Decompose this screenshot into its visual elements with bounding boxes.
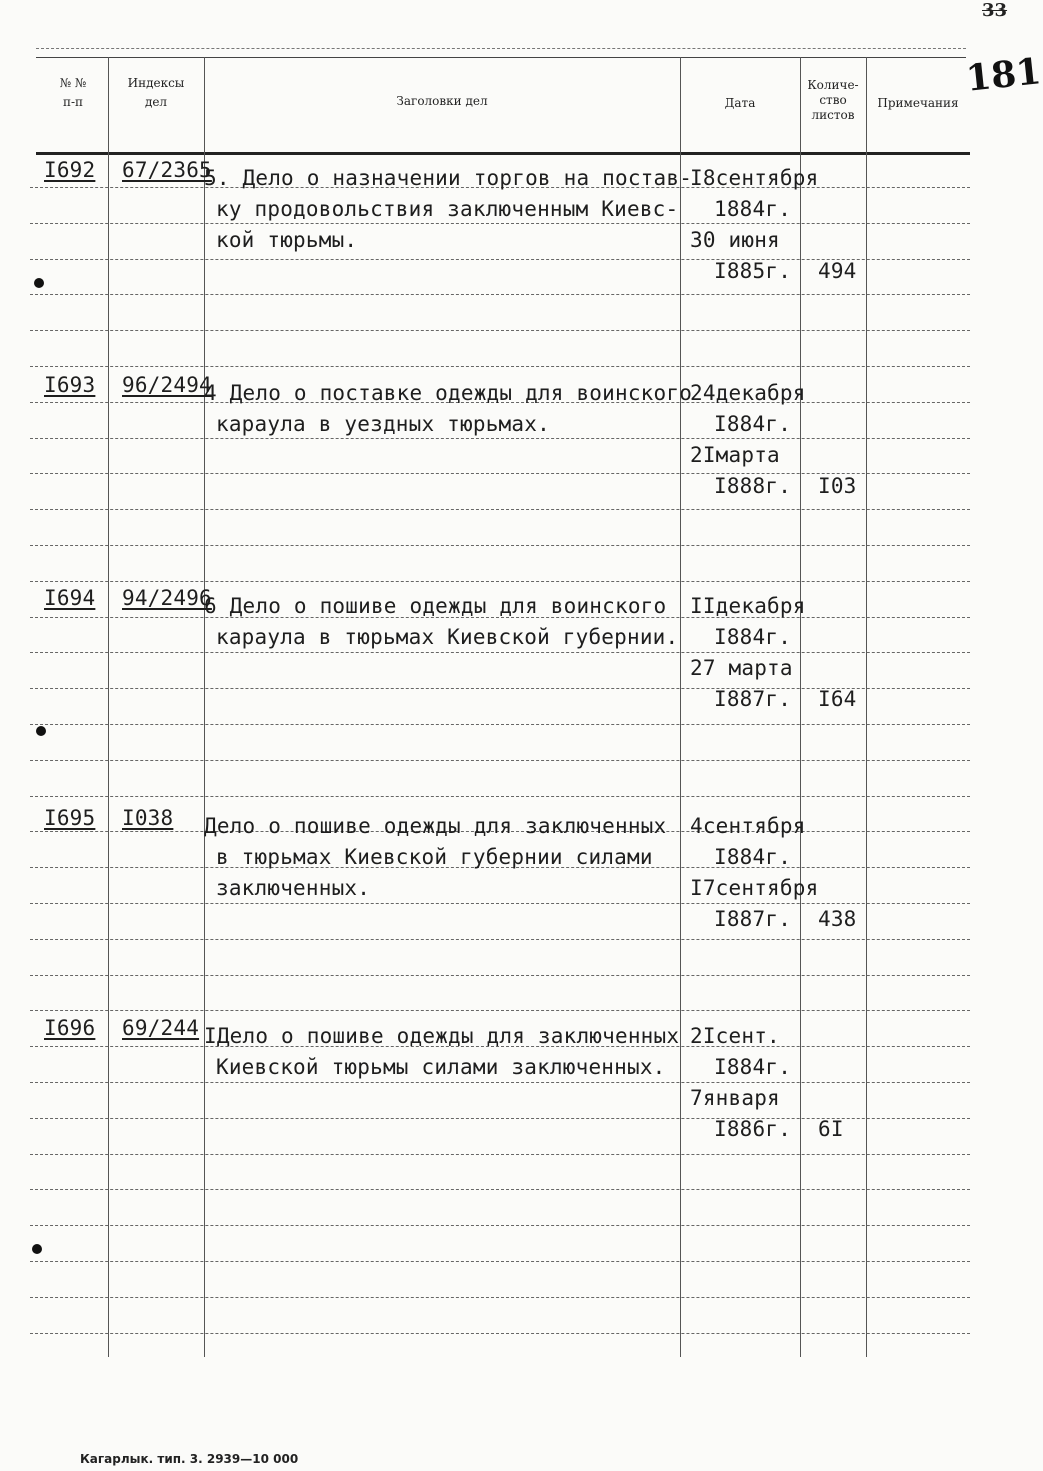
record-sheets: 438	[818, 907, 857, 931]
header-index: Индексы дел	[127, 76, 185, 109]
page-number: 181	[964, 50, 1043, 100]
old-page-number: 33	[982, 0, 1008, 21]
record-date-line: I888г.	[714, 474, 792, 498]
record-date-line: 1884г.	[714, 197, 792, 221]
record-sheets: I64	[818, 687, 857, 711]
record-date-line: IIдекабря	[690, 594, 806, 618]
record-title-line: IДело о пошиве одежды для заключенных	[204, 1024, 680, 1048]
record-sheets: 494	[818, 259, 857, 283]
ruled-line	[30, 1154, 970, 1155]
ruled-line	[30, 1333, 970, 1334]
ruled-line	[30, 294, 970, 295]
ruled-line	[30, 652, 970, 653]
ruled-line	[30, 438, 970, 439]
ruled-line	[30, 724, 970, 725]
header-top-rule	[36, 57, 966, 58]
record-title-line: 4 Дело о поставке одежды для воинского	[204, 381, 693, 405]
record-index: 67/2365	[122, 158, 212, 182]
record-date-line: I7сентября	[690, 876, 819, 900]
record-date-line: 27 марта	[690, 656, 793, 680]
record-title-line: 6 Дело о пошиве одежды для воинского	[204, 594, 667, 618]
record-date-line: I886г.	[714, 1117, 792, 1141]
record-number: I695	[44, 806, 96, 830]
ruled-line	[30, 939, 970, 940]
record-sheets: I03	[818, 474, 857, 498]
column-divider-3	[680, 57, 681, 1357]
ruled-line	[30, 1189, 970, 1190]
ruled-line	[30, 581, 970, 582]
ruled-line	[30, 1082, 970, 1083]
record-date-line: 24декабря	[690, 381, 806, 405]
ruled-line	[30, 1010, 970, 1011]
ruled-line	[30, 1225, 970, 1226]
ruled-line	[30, 509, 970, 510]
record-title-line: караула в тюрьмах Киевской губернии.	[216, 625, 679, 649]
record-number: I692	[44, 158, 96, 182]
column-divider-1	[108, 57, 109, 1357]
record-date-line: I885г.	[714, 259, 792, 283]
record-date-line: I884г.	[714, 1055, 792, 1079]
ruled-line	[30, 796, 970, 797]
record-index: I038	[122, 806, 174, 830]
hole-dot	[36, 726, 46, 736]
record-date-line: I887г.	[714, 907, 792, 931]
record-number: I694	[44, 586, 96, 610]
column-divider-2	[204, 57, 205, 1357]
record-date-line: 2Iмарта	[690, 443, 780, 467]
record-index: 69/244	[122, 1016, 200, 1040]
header-title: Заголовки дел	[396, 94, 488, 108]
ruled-line	[30, 1297, 970, 1298]
header-bottom-rule	[36, 152, 970, 155]
hole-dot	[34, 278, 44, 288]
record-date-line: I887г.	[714, 687, 792, 711]
record-date-line: I8сентября	[690, 166, 819, 190]
record-date-line: I884г.	[714, 625, 792, 649]
header-sheets: Количе- ство листов	[807, 78, 859, 122]
record-number: I696	[44, 1016, 96, 1040]
record-date-line: I884г.	[714, 412, 792, 436]
record-sheets: 6I	[818, 1117, 844, 1141]
ruled-line	[30, 975, 970, 976]
record-index: 96/2494	[122, 373, 212, 397]
ruled-line	[30, 760, 970, 761]
record-date-line: 30 июня	[690, 228, 780, 252]
top-rule	[36, 48, 966, 49]
record-title-line: Дело о пошиве одежды для заключенных	[204, 814, 667, 838]
record-date-line: I884г.	[714, 845, 792, 869]
ruled-line	[30, 1261, 970, 1262]
record-title-line: в тюрьмах Киевской губернии силами	[216, 845, 653, 869]
hole-dot	[32, 1244, 42, 1254]
ruled-line	[30, 545, 970, 546]
record-title-line: караула в уездных тюрьмах.	[216, 412, 550, 436]
record-title-line: кой тюрьмы.	[216, 228, 358, 252]
record-number: I693	[44, 373, 96, 397]
column-divider-4	[800, 57, 801, 1357]
ruled-line	[30, 330, 970, 331]
ruled-line	[30, 223, 970, 224]
record-index: 94/2496	[122, 586, 212, 610]
record-date-line: 2Iсент.	[690, 1024, 780, 1048]
header-date: Дата	[724, 96, 756, 110]
ruled-line	[30, 366, 970, 367]
print-footer: Кагарлык. тип. 3. 2939—10 000	[80, 1452, 299, 1466]
record-title-line: ку продовольствия заключенным Киевс-	[216, 197, 679, 221]
header-number: № № п-п	[59, 76, 87, 109]
record-title-line: заключенных.	[216, 876, 371, 900]
record-title-line: 5. Дело о назначении торгов на постав-	[204, 166, 693, 190]
ruled-line	[30, 903, 970, 904]
record-title-line: Киевской тюрьмы силами заключенных.	[216, 1055, 666, 1079]
column-divider-5	[866, 57, 867, 1357]
record-date-line: 7января	[690, 1086, 780, 1110]
record-date-line: 4сентября	[690, 814, 806, 838]
header-notes: Примечания	[877, 96, 959, 110]
